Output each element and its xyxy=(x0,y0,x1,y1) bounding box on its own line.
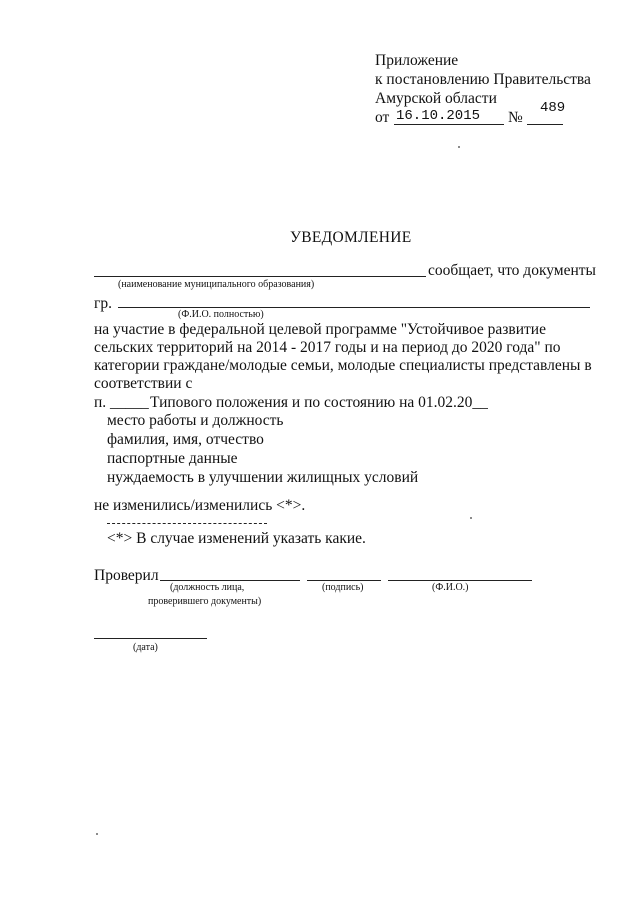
signature-line xyxy=(307,580,381,581)
paragraph-line-4: соответствии с xyxy=(94,375,193,392)
scan-speck xyxy=(470,517,472,519)
header-appendix: Приложение xyxy=(375,52,459,69)
signature-caption: (подпись) xyxy=(322,582,364,593)
footnote-separator xyxy=(107,523,267,524)
clause-prefix: п. _____ xyxy=(94,394,149,411)
status-line: не изменились/изменились <*>. xyxy=(94,497,306,514)
municipality-line xyxy=(94,276,426,277)
item-housing-need: нуждаемость в улучшении жилищных условий xyxy=(107,469,419,486)
citizen-caption: (Ф.И.О. полностью) xyxy=(178,309,264,320)
header-date-line xyxy=(394,124,504,125)
checked-label: Проверил xyxy=(94,567,159,584)
paragraph-line-1: на участие в федеральной целевой программе "Устойчивое развитие xyxy=(94,321,546,338)
fullname-line xyxy=(388,580,532,581)
header-number-sign: № xyxy=(508,109,523,126)
scan-speck xyxy=(96,833,98,835)
scan-speck xyxy=(458,146,460,148)
citizen-line xyxy=(118,307,590,308)
position-caption-2: проверившего документы) xyxy=(148,596,262,607)
item-workplace: место работы и должность xyxy=(107,412,284,429)
header-region: Амурской области xyxy=(375,90,497,107)
clause-text: Типового положения и по состоянию на 01.02.20__ xyxy=(150,394,488,411)
fullname-caption: (Ф.И.О.) xyxy=(432,582,469,593)
header-date-prefix: от xyxy=(375,109,390,126)
citizen-prefix: гр. xyxy=(94,295,112,312)
date-line xyxy=(94,638,207,639)
header-date-value: 16.10.2015 xyxy=(396,108,481,124)
header-number-line xyxy=(527,124,563,125)
municipality-caption: (наименование муниципального образования) xyxy=(118,279,315,290)
document-title: УВЕДОМЛЕНИЕ xyxy=(290,229,412,246)
item-passport: паспортные данные xyxy=(107,450,238,467)
position-caption-1: (должность лица, xyxy=(170,582,245,593)
item-fullname: фамилия, имя, отчество xyxy=(107,431,264,448)
header-number-value: 489 xyxy=(540,100,566,116)
paragraph-line-2: сельских территорий на 2014 - 2017 годы и на период до 2020 года" по xyxy=(94,339,561,356)
position-line xyxy=(160,580,300,581)
paragraph-line-3: категории граждане/молодые семьи, молодые специалисты представлены в xyxy=(94,357,592,374)
footnote-text: <*> В случае изменений указать какие. xyxy=(107,530,366,547)
date-caption: (дата) xyxy=(133,642,158,653)
municipality-suffix: сообщает, что документы xyxy=(428,262,596,279)
header-resolution: к постановлению Правительства xyxy=(375,71,591,88)
